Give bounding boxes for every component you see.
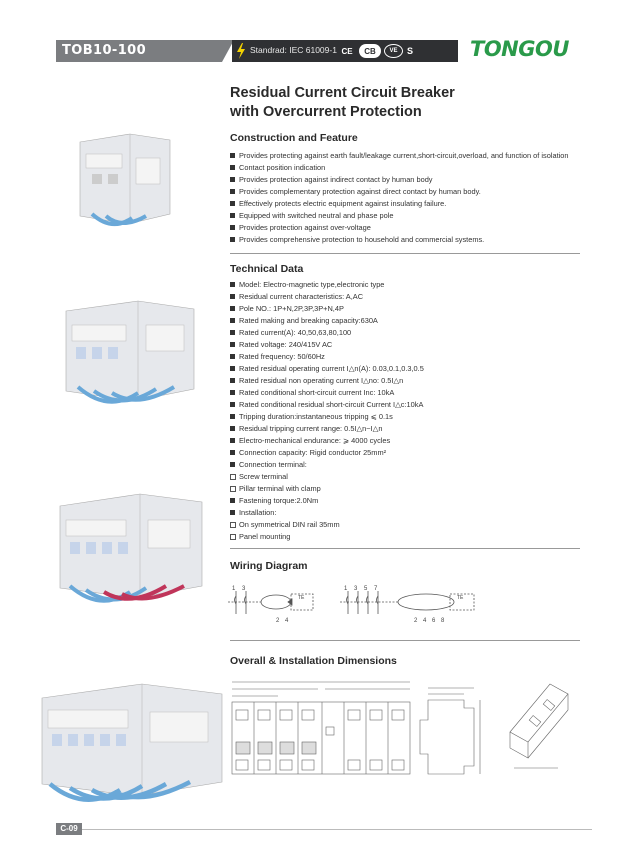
cb-mark-icon: CB xyxy=(359,44,381,58)
terminal-label: 4 xyxy=(423,618,427,624)
list-item: Pole NO.: 1P+N,2P,3P,3P+N,4P xyxy=(230,303,424,315)
construction-heading: Construction and Feature xyxy=(230,132,358,144)
list-item: Provides protection against over-voltage xyxy=(230,222,568,234)
list-item: Rated frequency: 50/60Hz xyxy=(230,351,424,363)
list-item: Fastening torque:2.0Nm xyxy=(230,495,424,507)
dimensions-heading: Overall & Installation Dimensions xyxy=(230,655,397,667)
list-item: Electro-mechanical endurance: ⩾ 4000 cycles xyxy=(230,435,424,447)
terminal-label: 2 xyxy=(414,618,418,624)
terminal-label: 8 xyxy=(441,618,445,624)
list-item: Rated making and breaking capacity:630A xyxy=(230,315,424,327)
list-item: Effectively protects electric equipment against insulating failure. xyxy=(230,198,568,210)
technical-heading: Technical Data xyxy=(230,263,304,275)
list-item: Panel mounting xyxy=(230,531,424,543)
construction-list xyxy=(230,150,568,246)
list-item: Provides protection against indirect contact by human body xyxy=(230,174,568,186)
ve-mark-icon: VE xyxy=(384,44,403,58)
terminal-label: 6 xyxy=(432,618,436,624)
terminal-label: 2 xyxy=(276,618,280,624)
technical-list xyxy=(230,279,424,543)
standard-banner xyxy=(232,40,458,62)
list-item: Connection terminal: xyxy=(230,459,424,471)
test-label: TE xyxy=(457,595,464,601)
list-item: Rated residual non operating current I△no: 0.5I△n xyxy=(230,375,424,387)
wiring-diagram xyxy=(228,582,528,626)
terminal-label: 5 xyxy=(364,586,368,592)
list-item: Residual current characteristics: A,AC xyxy=(230,291,424,303)
terminal-label: 7 xyxy=(374,586,378,592)
model-code: TOB10-100 xyxy=(62,43,147,58)
terminal-label: 1 xyxy=(344,586,348,592)
terminal-label: 3 xyxy=(242,586,246,592)
list-item: Model: Electro-magnetic type,electronic type xyxy=(230,279,424,291)
product-photo-4p xyxy=(36,680,231,815)
terminal-label: 1 xyxy=(232,586,236,592)
s-mark-icon: S xyxy=(406,46,413,56)
ce-mark-icon: CE xyxy=(341,46,353,56)
list-item: Equipped with switched neutral and phase pole xyxy=(230,210,568,222)
brand-logo: TONGOU xyxy=(470,37,569,61)
list-item: Provides complementary protection against direct contact by human body. xyxy=(230,186,568,198)
list-item: Provides comprehensive protection to household and commercial systems. xyxy=(230,234,568,246)
product-photo-3p xyxy=(58,295,203,415)
dimension-drawing xyxy=(228,672,580,780)
section-divider xyxy=(230,253,580,254)
list-item: Rated conditional short-circuit current Inc: 10kA xyxy=(230,387,424,399)
product-photo-2p xyxy=(70,128,190,238)
list-item: Residual tripping current range: 0.5I△n~I△n xyxy=(230,423,424,435)
footer-divider xyxy=(56,829,592,830)
wiring-diagram-4p xyxy=(340,591,474,614)
list-item: Screw terminal xyxy=(230,471,424,483)
model-banner xyxy=(56,40,222,62)
lightning-icon xyxy=(236,43,246,59)
wiring-heading: Wiring Diagram xyxy=(230,560,308,572)
standard-text: Standrad: IEC 61009-1 xyxy=(250,45,337,55)
test-label: TE xyxy=(298,595,305,601)
list-item: Rated current(A): 40,50,63,80,100 xyxy=(230,327,424,339)
terminal-label: 4 xyxy=(285,618,289,624)
list-item: Provides protecting against earth fault/leakage current,short-circuit,overload, and function of isolation xyxy=(230,150,568,162)
list-item: Rated voltage: 240/415V AC xyxy=(230,339,424,351)
section-divider xyxy=(230,640,580,641)
list-item: Rated residual operating current I△n(A): 0.03,0.1,0.3,0.5 xyxy=(230,363,424,375)
list-item: Rated conditional residual short-circuit Current I△c:10kA xyxy=(230,399,424,411)
product-photo-3pn xyxy=(54,490,209,615)
list-item: Installation: xyxy=(230,507,424,519)
list-item: Pillar terminal with clamp xyxy=(230,483,424,495)
list-item: On symmetrical DIN rail 35mm xyxy=(230,519,424,531)
list-item: Contact position indication xyxy=(230,162,568,174)
list-item: Connection capacity: Rigid conductor 25mm² xyxy=(230,447,424,459)
terminal-label: 3 xyxy=(354,586,358,592)
page-title xyxy=(230,84,550,122)
title-line-1: Residual Current Circuit Breaker xyxy=(230,85,455,101)
title-line-2: with Overcurrent Protection xyxy=(230,104,422,120)
section-divider xyxy=(230,548,580,549)
list-item: Tripping duration:instantaneous tripping ⩽ 0.1s xyxy=(230,411,424,423)
page-number: C-09 xyxy=(56,823,82,835)
